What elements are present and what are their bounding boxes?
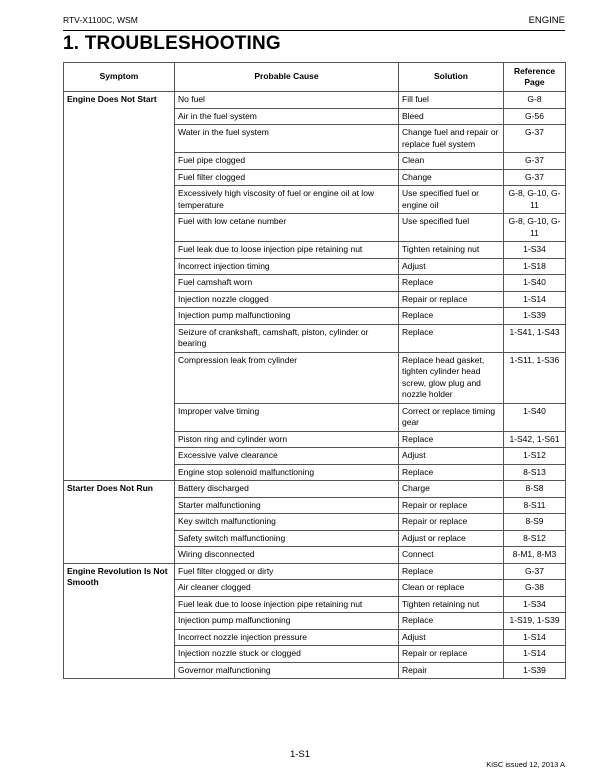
cause-cell: Injection pump malfunctioning [175, 613, 399, 630]
reference-cell: 1-S34 [504, 242, 566, 259]
solution-cell: Repair or replace [399, 291, 504, 308]
reference-cell: 1-S14 [504, 291, 566, 308]
reference-cell: 1-S14 [504, 646, 566, 663]
cause-cell: Injection nozzle clogged [175, 291, 399, 308]
cause-cell: Fuel filter clogged [175, 169, 399, 186]
reference-cell: G-37 [504, 125, 566, 153]
reference-cell: G-37 [504, 153, 566, 170]
solution-cell: Adjust or replace [399, 530, 504, 547]
reference-cell: G-8, G-10, G-11 [504, 186, 566, 214]
solution-cell: Repair or replace [399, 497, 504, 514]
solution-cell: Correct or replace timing gear [399, 403, 504, 431]
reference-cell: 1-S19, 1-S39 [504, 613, 566, 630]
reference-cell: 8-S11 [504, 497, 566, 514]
page-number: 1-S1 [289, 749, 311, 760]
reference-cell: 1-S12 [504, 448, 566, 465]
issue-note: KiSC issued 12, 2013 A [486, 760, 565, 769]
solution-cell: Bleed [399, 108, 504, 125]
solution-cell: Repair or replace [399, 646, 504, 663]
cause-cell: Fuel filter clogged or dirty [175, 563, 399, 580]
solution-cell: Charge [399, 481, 504, 498]
reference-cell: G-8 [504, 92, 566, 109]
cause-cell: Fuel with low cetane number [175, 214, 399, 242]
solution-cell: Replace [399, 308, 504, 325]
cause-cell: Wiring disconnected [175, 547, 399, 564]
cause-cell: Injection pump malfunctioning [175, 308, 399, 325]
solution-cell: Tighten retaining nut [399, 596, 504, 613]
reference-cell: G-38 [504, 580, 566, 597]
cause-cell: Fuel camshaft worn [175, 275, 399, 292]
solution-cell: Use specified fuel or engine oil [399, 186, 504, 214]
cause-cell: Seizure of crankshaft, camshaft, piston, cylinder or bearing [175, 324, 399, 352]
reference-cell: G-56 [504, 108, 566, 125]
cause-cell: Water in the fuel system [175, 125, 399, 153]
reference-cell: G-8, G-10, G-11 [504, 214, 566, 242]
cause-cell: No fuel [175, 92, 399, 109]
reference-cell: 1-S40 [504, 275, 566, 292]
cause-cell: Engine stop solenoid malfunctioning [175, 464, 399, 481]
column-header-probable-cause: Probable Cause [175, 63, 399, 92]
reference-cell: 1-S11, 1-S36 [504, 352, 566, 403]
solution-cell: Adjust [399, 448, 504, 465]
cause-cell: Governor malfunctioning [175, 662, 399, 679]
reference-cell: 8-S12 [504, 530, 566, 547]
reference-cell: 1-S34 [504, 596, 566, 613]
troubleshooting-table [63, 62, 566, 679]
solution-cell: Adjust [399, 629, 504, 646]
solution-cell: Replace [399, 324, 504, 352]
solution-cell: Change fuel and repair or replace fuel system [399, 125, 504, 153]
table-row [64, 481, 566, 498]
table-header-row [64, 63, 566, 92]
solution-cell: Tighten retaining nut [399, 242, 504, 259]
solution-cell: Fill fuel [399, 92, 504, 109]
cause-cell: Excessive valve clearance [175, 448, 399, 465]
solution-cell: Clean or replace [399, 580, 504, 597]
cause-cell: Improper valve timing [175, 403, 399, 431]
reference-cell: 8-S13 [504, 464, 566, 481]
reference-cell: 1-S42, 1-S61 [504, 431, 566, 448]
cause-cell: Fuel pipe clogged [175, 153, 399, 170]
column-header-symptom: Symptom [64, 63, 175, 92]
cause-cell: Excessively high viscosity of fuel or engine oil at low temperature [175, 186, 399, 214]
cause-cell: Injection nozzle stuck or clogged [175, 646, 399, 663]
solution-cell: Clean [399, 153, 504, 170]
cause-cell: Starter malfunctioning [175, 497, 399, 514]
cause-cell: Fuel leak due to loose injection pipe retaining nut [175, 242, 399, 259]
symptom-cell: Starter Does Not Run [64, 481, 175, 564]
cause-cell: Incorrect nozzle injection pressure [175, 629, 399, 646]
reference-cell: 1-S41, 1-S43 [504, 324, 566, 352]
reference-cell: 1-S18 [504, 258, 566, 275]
solution-cell: Replace [399, 563, 504, 580]
table-row [64, 563, 566, 580]
solution-cell: Replace [399, 464, 504, 481]
solution-cell: Replace [399, 613, 504, 630]
solution-cell: Use specified fuel [399, 214, 504, 242]
table-body [64, 92, 566, 679]
reference-cell: 1-S14 [504, 629, 566, 646]
column-header-reference-page: Reference Page [504, 63, 566, 92]
reference-cell: G-37 [504, 169, 566, 186]
table-row [64, 92, 566, 109]
symptom-cell: Engine Revolution Is Not Smooth [64, 563, 175, 679]
cause-cell: Safety switch malfunctioning [175, 530, 399, 547]
document-id: RTV-X1100C, WSM [63, 15, 138, 25]
page-title: 1. TROUBLESHOOTING [63, 33, 281, 54]
reference-cell: 8-S9 [504, 514, 566, 531]
solution-cell: Replace head gasket, tighten cylinder head screw, glow plug and nozzle holder [399, 352, 504, 403]
cause-cell: Incorrect injection timing [175, 258, 399, 275]
solution-cell: Replace [399, 431, 504, 448]
section-name: ENGINE [528, 15, 565, 26]
reference-cell: 1-S39 [504, 662, 566, 679]
cause-cell: Air cleaner clogged [175, 580, 399, 597]
reference-cell: 1-S39 [504, 308, 566, 325]
cause-cell: Battery discharged [175, 481, 399, 498]
reference-cell: 8-M1, 8-M3 [504, 547, 566, 564]
reference-cell: 1-S40 [504, 403, 566, 431]
solution-cell: Repair or replace [399, 514, 504, 531]
cause-cell: Fuel leak due to loose injection pipe retaining nut [175, 596, 399, 613]
solution-cell: Replace [399, 275, 504, 292]
reference-cell: G-37 [504, 563, 566, 580]
cause-cell: Key switch malfunctioning [175, 514, 399, 531]
cause-cell: Compression leak from cylinder [175, 352, 399, 403]
cause-cell: Air in the fuel system [175, 108, 399, 125]
solution-cell: Change [399, 169, 504, 186]
header-rule [63, 30, 565, 31]
cause-cell: Piston ring and cylinder worn [175, 431, 399, 448]
symptom-cell: Engine Does Not Start [64, 92, 175, 481]
column-header-solution: Solution [399, 63, 504, 92]
reference-cell: 8-S8 [504, 481, 566, 498]
solution-cell: Adjust [399, 258, 504, 275]
solution-cell: Connect [399, 547, 504, 564]
solution-cell: Repair [399, 662, 504, 679]
